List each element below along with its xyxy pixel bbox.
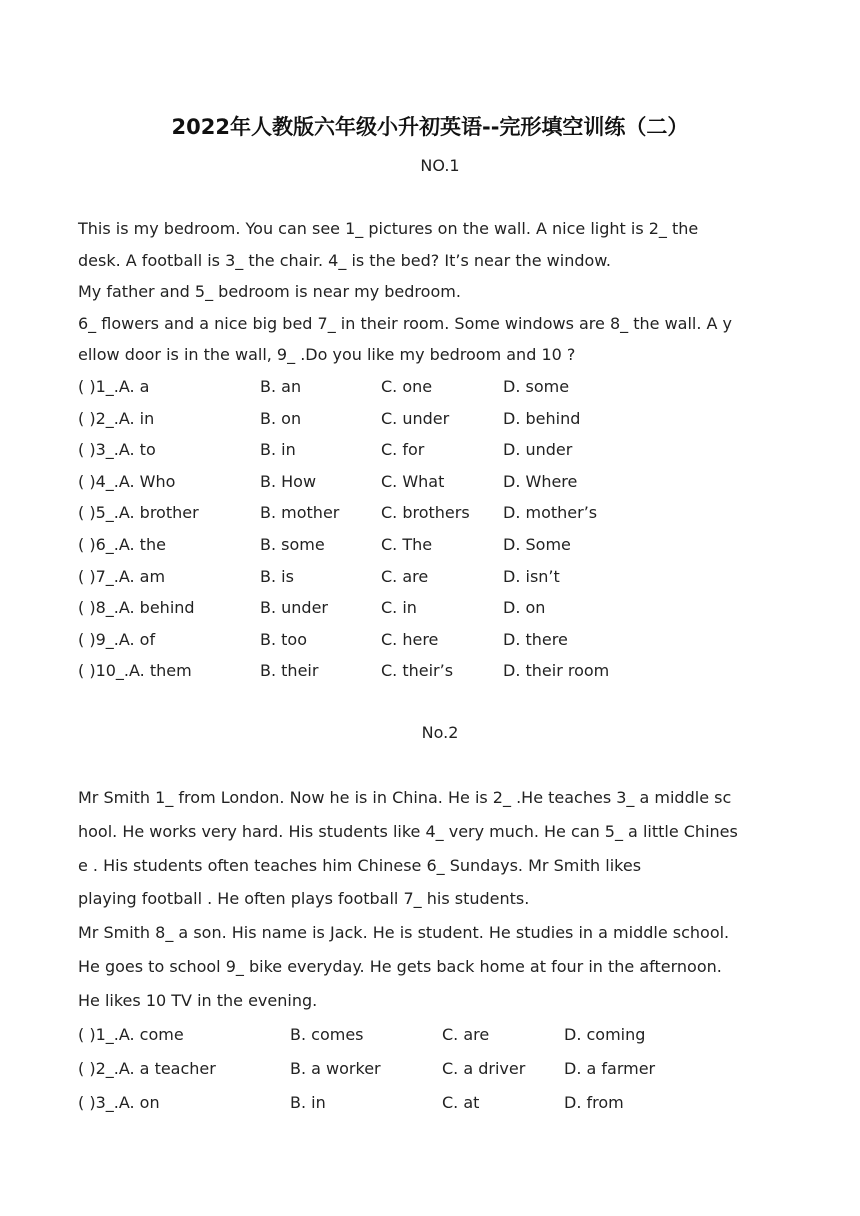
passage-line: Mr Smith 8_ a son. His name is Jack. He is student. He studies in a middle school. [78, 923, 730, 943]
question-option-c: C. What [381, 471, 445, 491]
passage-2 [78, 781, 818, 1018]
passage-line: He goes to school 9_ bike everyday. He gets back home at four in the afternoon. [78, 956, 722, 976]
question-option-b: B. some [260, 535, 325, 554]
question-option-d: D. their room [503, 661, 610, 681]
question-option-a: ( )8_.A. behind [78, 598, 195, 618]
passage-line: My father and 5_ bedroom is near my bedroom. [78, 282, 461, 302]
question-option-d: D. on [503, 598, 546, 618]
question-option-a: ( )3_.A. on [78, 1092, 160, 1112]
question-option-b: B. too [260, 629, 307, 649]
question-option-a: ( )4_.A. Who [78, 471, 176, 491]
question-option-b: B. in [260, 440, 296, 460]
question-option-d: D. mother’s [503, 503, 598, 523]
passage-line: desk. A football is 3_ the chair. 4_ is the bed? It’s near the window. [78, 250, 611, 270]
passage-line: This is my bedroom. You can see 1_ pictures on the wall. A nice light is 2_ the [78, 219, 699, 238]
question-option-c: C. for [381, 440, 425, 460]
question-option-a: ( )2_.A. a teacher [78, 1058, 216, 1078]
question-option-c: C. under [381, 408, 450, 428]
passage-1 [78, 213, 818, 371]
question-option-d: D. isn’t [503, 566, 560, 586]
question-option-a: ( )9_.A. of [78, 629, 156, 649]
question-option-a: ( )3_.A. to [78, 440, 156, 460]
question-option-b: B. under [260, 598, 329, 618]
question-option-a: ( )1_.A. a [78, 377, 150, 396]
question-option-d: D. Some [503, 535, 571, 554]
passage-line: hool. He works very hard. His students like 4_ very much. He can 5_ a little Chines [78, 821, 738, 841]
question-option-c: C. their’s [381, 661, 454, 681]
document-title: 2022年人教版六年级小升初英语--完形填空训练（二） [171, 115, 689, 139]
question-option-b: B. on [260, 408, 302, 428]
question-option-c: C. The [381, 535, 433, 554]
question-option-b: B. comes [290, 1025, 364, 1044]
passage-line: ellow door is in the wall, 9_ .Do you like my bedroom and 10 ? [78, 345, 576, 365]
question-option-a: ( )7_.A. am [78, 566, 166, 586]
question-option-d: D. behind [503, 408, 581, 428]
question-row [78, 655, 838, 687]
question-option-b: B. their [260, 661, 319, 681]
question-option-b: B. an [260, 377, 302, 396]
question-row [78, 1018, 838, 1052]
passage-line: playing football . He often plays football 7_ his students. [78, 889, 530, 909]
question-option-b: B. is [260, 566, 294, 586]
question-option-b: B. a worker [290, 1058, 381, 1078]
question-row [78, 529, 838, 561]
question-row [78, 1052, 838, 1086]
question-option-d: D. there [503, 629, 568, 649]
question-option-d: D. some [503, 377, 570, 396]
section-heading-no2: No.2 [421, 723, 459, 742]
question-row [78, 497, 838, 529]
section-heading-no1: NO.1 [420, 156, 460, 175]
question-row [78, 592, 838, 624]
question-option-a: ( )10_.A. them [78, 661, 192, 681]
question-row [78, 466, 838, 498]
question-option-c: C. brothers [381, 503, 470, 523]
question-option-b: B. How [260, 471, 317, 491]
passage-line: e . His students often teaches him Chinese 6_ Sundays. Mr Smith likes [78, 855, 642, 875]
question-option-c: C. at [442, 1092, 480, 1112]
passage-line: He likes 10 TV in the evening. [78, 990, 318, 1010]
question-option-c: C. are [381, 566, 429, 586]
passage-line: 6_ flowers and a nice big bed 7_ in their room. Some windows are 8_ the wall. A y [78, 313, 733, 333]
question-option-d: D. under [503, 440, 573, 460]
question-option-d: D. a farmer [564, 1058, 656, 1078]
question-option-a: ( )5_.A. brother [78, 503, 199, 523]
question-option-c: C. here [381, 629, 439, 649]
question-row [78, 371, 838, 403]
question-option-c: C. in [381, 598, 417, 618]
question-option-c: C. a driver [442, 1058, 526, 1078]
question-row [78, 403, 838, 435]
question-row [78, 561, 838, 593]
question-option-d: D. coming [564, 1025, 646, 1044]
question-option-b: B. in [290, 1092, 326, 1112]
question-option-d: D. Where [503, 471, 578, 491]
question-option-a: ( )1_.A. come [78, 1025, 184, 1044]
question-option-d: D. from [564, 1092, 624, 1112]
question-row [78, 434, 838, 466]
passage-line: Mr Smith 1_ from London. Now he is in China. He is 2_ .He teaches 3_ a middle sc [78, 788, 732, 807]
question-option-b: B. mother [260, 503, 340, 523]
question-option-a: ( )2_.A. in [78, 408, 155, 428]
question-row [78, 1086, 838, 1120]
question-option-c: C. are [442, 1025, 490, 1044]
question-option-c: C. one [381, 377, 433, 396]
question-option-a: ( )6_.A. the [78, 535, 166, 554]
question-row [78, 624, 838, 656]
